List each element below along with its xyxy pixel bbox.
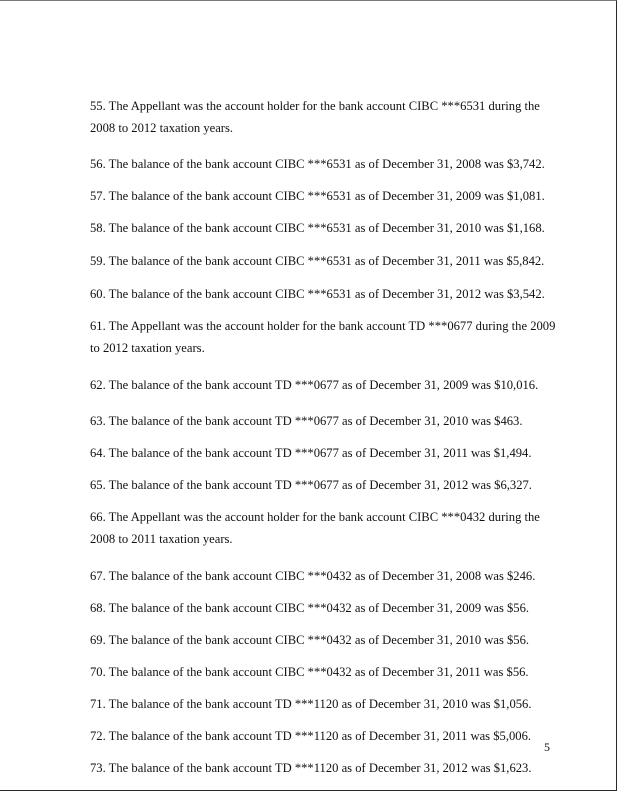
paragraph-69: 69. The balance of the bank account CIBC ***0432 as of December 31, 2010 was $56. [90, 633, 530, 647]
paragraph-67: 67. The balance of the bank account CIBC ***0432 as of December 31, 2008 was $246. [90, 569, 536, 583]
paragraph-60: 60. The balance of the bank account CIBC ***6531 as of December 31, 2012 was $3,542. [90, 287, 545, 301]
paragraph-73: 73. The balance of the bank account TD ***1120 as of December 31, 2012 was $1,623. [90, 761, 532, 775]
paragraph-71: 71. The balance of the bank account TD ***1120 as of December 31, 2010 was $1,056. [90, 697, 532, 711]
paragraph-64: 64. The balance of the bank account TD ***0677 as of December 31, 2011 was $1,494. [90, 446, 532, 460]
paragraph-68: 68. The balance of the bank account CIBC ***0432 as of December 31, 2009 was $56. [90, 601, 530, 615]
paragraph-70: 70. The balance of the bank account CIBC ***0432 as of December 31, 2011 was $56. [90, 665, 529, 679]
page-number: 5 [544, 740, 550, 754]
paragraph-65: 65. The balance of the bank account TD ***0677 as of December 31, 2012 was $6,327. [90, 478, 532, 492]
paragraph-57: 57. The balance of the bank account CIBC ***6531 as of December 31, 2009 was $1,081. [90, 189, 545, 203]
paragraph-62: 62. The balance of the bank account TD ***0677 as of December 31, 2009 was $10,016. [90, 378, 539, 392]
paragraph-55: 55. The Appellant was the account holder for the bank account CIBC ***6531 during the 2008 to 2012 taxation years. [90, 99, 540, 135]
paragraph-63: 63. The balance of the bank account TD ***0677 as of December 31, 2010 was $463. [90, 414, 523, 428]
paragraph-61: 61. The Appellant was the account holder for the bank account TD ***0677 during the 2009 to 2012 taxation years. [90, 319, 556, 355]
paragraph-59: 59. The balance of the bank account CIBC ***6531 as of December 31, 2011 was $5,842. [90, 254, 545, 268]
paragraph-72: 72. The balance of the bank account TD ***1120 as of December 31, 2011 was $5,006. [90, 729, 532, 743]
paragraph-58: 58. The balance of the bank account CIBC ***6531 as of December 31, 2010 was $1,168. [90, 221, 545, 235]
paragraph-66: 66. The Appellant was the account holder for the bank account CIBC ***0432 during the 2008 to 2011 taxation years. [90, 510, 540, 546]
paragraph-56: 56. The balance of the bank account CIBC ***6531 as of December 31, 2008 was $3,742. [90, 157, 545, 171]
